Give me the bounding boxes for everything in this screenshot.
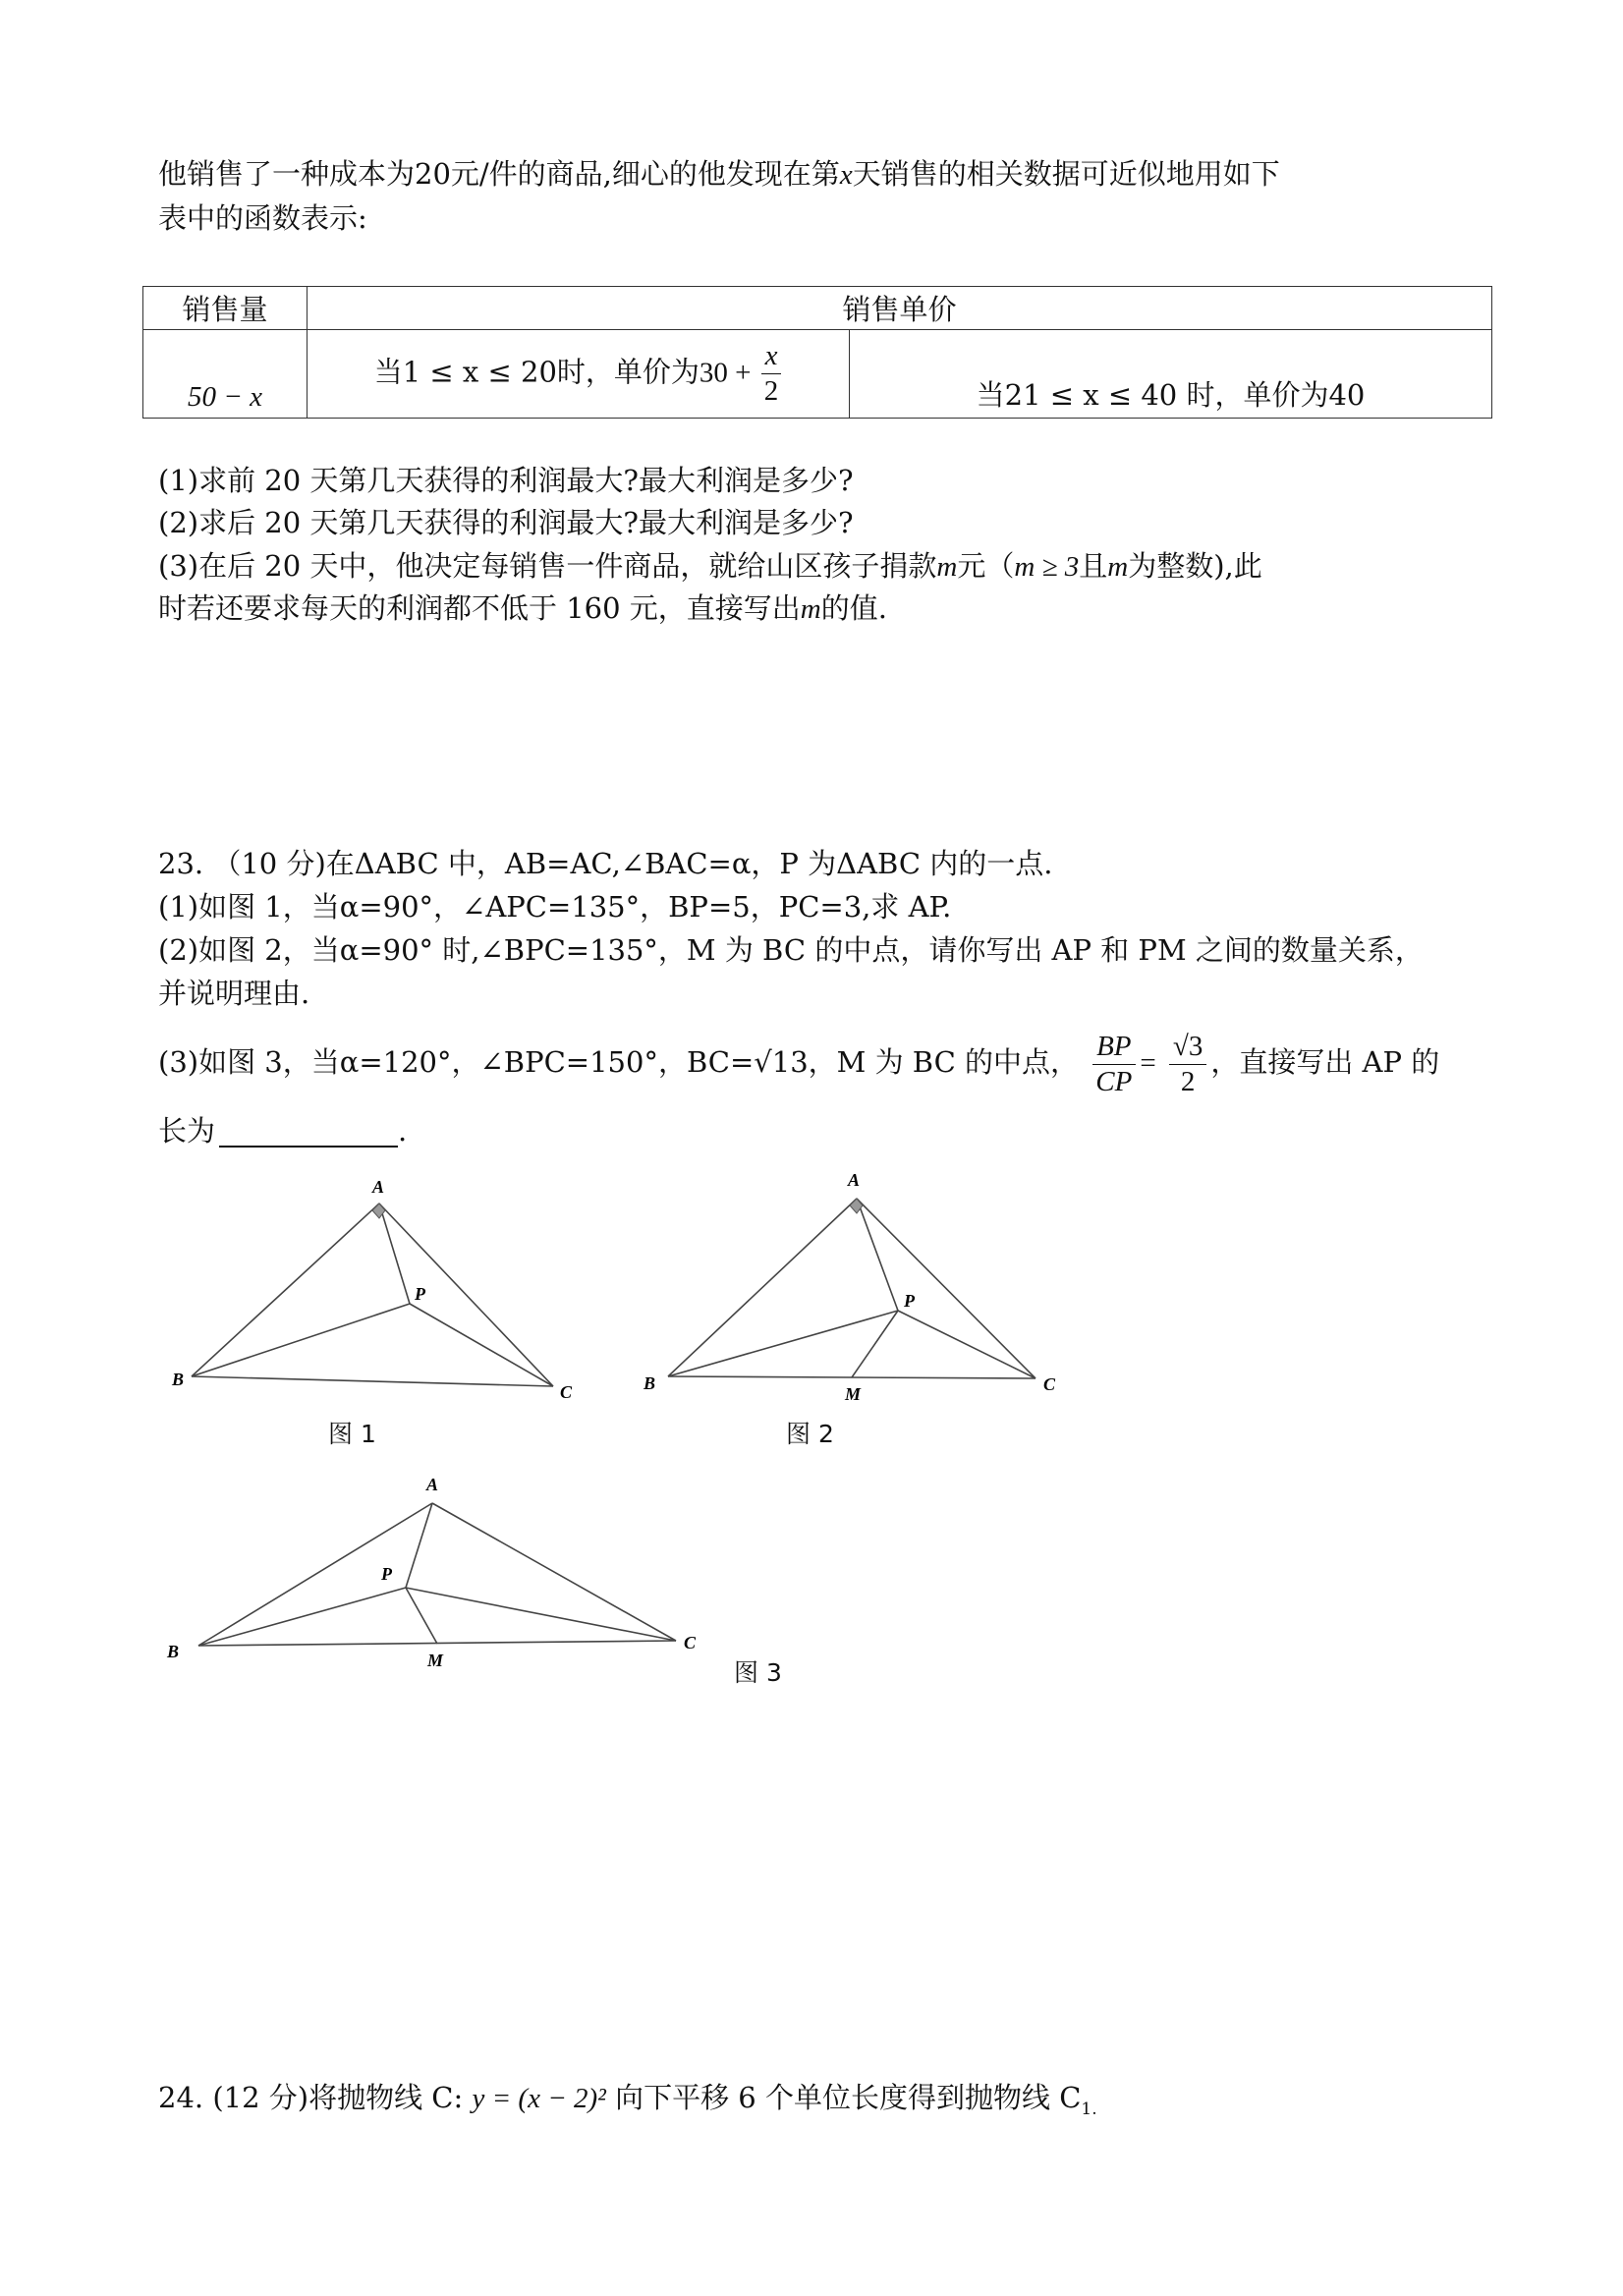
intro-variable-x: x bbox=[839, 159, 853, 191]
fig1-label-p: P bbox=[415, 1284, 425, 1304]
equals-sign: = bbox=[1140, 1047, 1156, 1079]
q22-variable-m-2: m bbox=[1107, 551, 1129, 583]
intro-text-b: 天销售的相关数据可近似地用如下 bbox=[852, 157, 1280, 191]
figure-2-diagram bbox=[629, 1154, 1081, 1449]
price-range-2-text: 当21 ≤ x ≤ 40 时，单价为40 bbox=[976, 378, 1366, 412]
fig3-label-b: B bbox=[167, 1642, 180, 1661]
q23-part-3-text: (3)如图 3，当α=120°，∠BPC=150°，BC=√13，M 为 BC 的中点， bbox=[158, 1045, 1080, 1079]
price-range-1-text: 当1 ≤ x ≤ 20时，单价为 bbox=[373, 355, 700, 389]
bp-numerator: BP bbox=[1092, 1033, 1135, 1065]
figure-1-diagram bbox=[157, 1159, 589, 1454]
fig1-label-b: B bbox=[172, 1370, 185, 1389]
fig2-label-m: M bbox=[845, 1384, 862, 1404]
q24-text-b: 向下平移 6 个单位长度得到抛物线 C bbox=[615, 2081, 1082, 2114]
q22-variable-m: m bbox=[936, 551, 958, 583]
price-1-fraction bbox=[760, 342, 783, 406]
fig3-label-m: M bbox=[427, 1651, 444, 1670]
figure-3-diagram bbox=[157, 1464, 727, 1690]
q23-part-2: (2)如图 2，当α=90° 时,∠BPC=135°，M 为 BC 的中点，请你写出 AP 和 PM 之间的数量关系， bbox=[158, 933, 1424, 967]
price-1-constant: 30 + bbox=[699, 357, 752, 389]
fig2-label-a: A bbox=[848, 1170, 861, 1190]
q23-part-3-line-1 bbox=[158, 1021, 1439, 1104]
header-unit-price: 销售单价 bbox=[308, 287, 1492, 330]
q22-condition: m ≥ 3 bbox=[1014, 551, 1080, 583]
fig1-label-c: C bbox=[560, 1382, 573, 1402]
intro-text-a: 他销售了一种成本为20元/件的商品,细心的他发现在第 bbox=[158, 157, 840, 191]
intro-line-2: 表中的函数表示: bbox=[158, 201, 367, 235]
sales-table bbox=[142, 286, 1492, 419]
sqrt3-numerator: √3 bbox=[1169, 1033, 1206, 1065]
q24-text-a: 24. (12 分)将抛物线 C: bbox=[158, 2081, 464, 2114]
sales-volume-value: 50 − x bbox=[188, 381, 262, 413]
price-1-denominator: 2 bbox=[763, 375, 779, 407]
q22-part-3-line-2 bbox=[158, 591, 887, 626]
q22-part-3-text-c: 且 bbox=[1079, 549, 1108, 583]
price-range-1-cell bbox=[308, 330, 850, 419]
q22-part-3-text-f: 的值. bbox=[820, 591, 887, 625]
q24-line bbox=[158, 2081, 1097, 2126]
answer-blank bbox=[219, 1118, 398, 1148]
q23-part-3-line-2 bbox=[158, 1114, 407, 1148]
answer-period: . bbox=[398, 1114, 408, 1148]
q22-variable-m-3: m bbox=[800, 593, 821, 625]
q23-part-3-text-b: ，直接写出 AP 的 bbox=[1210, 1045, 1440, 1079]
q23-part-1: (1)如图 1，当α=90°，∠APC=135°，BP=5，PC=3,求 AP. bbox=[158, 890, 952, 924]
q22-part-3-line-1 bbox=[158, 549, 1262, 584]
intro-line-1 bbox=[158, 157, 1280, 192]
fig2-label-b: B bbox=[644, 1373, 656, 1393]
figure-1-caption: 图 1 bbox=[328, 1420, 376, 1448]
sales-volume-cell bbox=[143, 330, 308, 419]
price-range-2-cell bbox=[850, 330, 1492, 419]
fig3-label-c: C bbox=[684, 1633, 697, 1652]
q22-part-3-text-e: 时若还要求每天的利润都不低于 160 元，直接写出 bbox=[158, 591, 801, 625]
q23-part-2-continued: 并说明理由. bbox=[158, 977, 310, 1010]
figure-2-caption: 图 2 bbox=[786, 1420, 834, 1448]
fig1-label-a: A bbox=[372, 1177, 385, 1197]
cp-denominator: CP bbox=[1095, 1065, 1133, 1097]
parabola-formula: y = (x − 2)² bbox=[472, 2083, 606, 2114]
sqrt3-over-2-fraction bbox=[1169, 1030, 1206, 1097]
answer-prefix: 长为 bbox=[158, 1114, 216, 1148]
q22-part-2: (2)求后 20 天第几天获得的利润最大?最大利润是多少? bbox=[158, 506, 854, 539]
q22-part-3-text-a: (3)在后 20 天中，他决定每销售一件商品，就给山区孩子捐款 bbox=[158, 549, 937, 583]
q22-part-3-text-b: 元（ bbox=[957, 549, 1015, 583]
fig2-label-c: C bbox=[1043, 1374, 1056, 1394]
fig3-label-a: A bbox=[426, 1475, 439, 1494]
header-sales-volume: 销售量 bbox=[143, 287, 308, 330]
q23-title: 23. （10 分)在ΔABC 中，AB=AC,∠BAC=α，P 为ΔABC 内的一点. bbox=[158, 847, 1053, 880]
figure-3-caption: 图 3 bbox=[734, 1658, 782, 1687]
fig3-label-p: P bbox=[381, 1564, 392, 1584]
bp-cp-fraction bbox=[1091, 1030, 1136, 1097]
q22-part-1: (1)求前 20 天第几天获得的利润最大?最大利润是多少? bbox=[158, 464, 854, 497]
q22-part-3-text-d: 为整数),此 bbox=[1128, 549, 1262, 583]
two-denominator: 2 bbox=[1180, 1065, 1196, 1097]
subscript-1: 1. bbox=[1081, 2099, 1097, 2119]
fig2-label-p: P bbox=[904, 1291, 915, 1311]
price-1-numerator: x bbox=[761, 342, 782, 374]
